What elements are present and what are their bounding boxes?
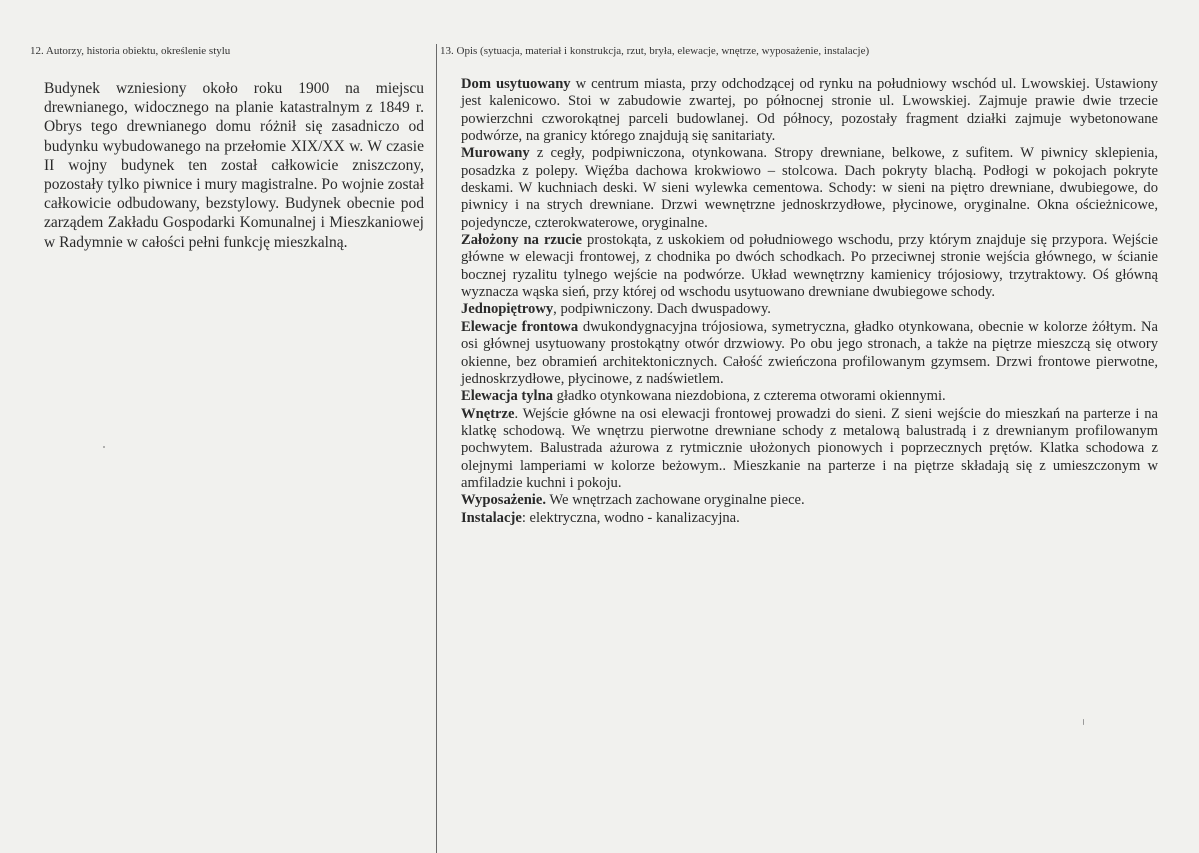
- paragraph-text: We wnętrzach zachowane oryginalne piece.: [546, 492, 805, 509]
- paragraph-equipment: [461, 492, 1158, 509]
- paragraph-text: , podpiwniczony. Dach dwuspadowy.: [553, 301, 771, 318]
- lead-term: Wnętrze: [461, 405, 515, 422]
- right-column: [440, 44, 1160, 527]
- paragraph-text: z cegły, podpiwniczona, otynkowana. Stropy drewniane, belkowe, z sufitem. W piwnicy sklepienia, posadzka z polepy. Więźba dachowa krokwiowo – stolcowa. Dach pokryty blachą. Podłogi w pokojach pokryte deskami. W kuchniach deski. W sieni wylewka cementowa. Schody: w sieni na piętro drewniane, dwubiegowe, do piwnicy i na strych drewniane. Drzwi wewnętrzne jednoskrzydłowe, płycinowe, oryginalne. Okna ościeżnicowe, pojedyncze, czterokwaterowe, oryginalne.: [461, 145, 1158, 231]
- paragraph-text: gładko otynkowana niezdobiona, z czterema otworami okiennymi.: [553, 388, 946, 405]
- lead-term: Elewacja tylna: [461, 388, 554, 405]
- paragraph-text: w centrum miasta, przy odchodzącej od rynku na południowy wschód ul. Lwowskiej. Ustawiony jest kalenicowo. Stoi w zabudowie zwartej, po północnej stronie ul. Lwowskiej. Zajmuje prawie dwie trzecie powierzchni czworokątnej parceli budowlanej. Od północy, pozostały fragment działki zajmuje wybetonowane podwórze, na granicy którego znajdują się sanitariaty.: [461, 76, 1158, 145]
- left-column: [30, 44, 422, 267]
- paragraph-interior: [461, 406, 1158, 493]
- paragraph-installations: [461, 510, 1158, 527]
- lead-term: Dom usytuowany: [461, 76, 571, 92]
- section-13-heading: 13. Opis (sytuacja, materiał i konstrukcja, rzut, bryła, elewacje, wnętrze, wyposażenie, instalacje): [440, 45, 870, 57]
- paragraph-front-facade: [461, 319, 1158, 388]
- lead-term: Elewacje frontowa: [461, 318, 579, 335]
- lead-term: Założony na rzucie: [461, 232, 583, 249]
- lead-term: Murowany: [461, 145, 530, 162]
- paragraph-situation: [461, 76, 1158, 145]
- column-divider: [436, 44, 437, 853]
- paragraph-text: : elektryczna, wodno - kanalizacyjna.: [521, 509, 740, 526]
- scan-speck: [1083, 719, 1084, 725]
- paragraph-text: dwukondygnacyjna trójosiowa, symetryczna, gładko otynkowana, obecnie w kolorze żółtym. Na osi głównej usytuowany prostokątny otwór drzwiowy. Po obu jego stronach, a także na piętrze mieszczą się otwory okienne, bez obramień architektonicznych. Całość zwieńczona profilowanym gzymsem. Drzwi frontowe pierwotne, jednoskrzydłowe, płycinowe, z nadświetlem.: [461, 318, 1159, 387]
- paragraph-material: [461, 145, 1158, 232]
- lead-term: Instalacje: [461, 509, 522, 526]
- history-text: Budynek wzniesiony około roku 1900 na miejscu drewnianego, widocznego na planie katastralnym z 1849 r. Obrys tego drewnianego domu różnił się zasadniczo od budynku wybudowanego na przełomie XIX/XX w. W czasie II wojny budynek ten został całkowicie zniszczony, pozostały tylko piwnice i mury magistralne. Po wojnie został całkowicie odbudowany, bezstylowy. Budynek obecnie pod zarządem Zakładu Gospodarki Komunalnej i Mieszkaniowej w Radymnie w całości pełni funkcję mieszkalną.: [44, 80, 424, 251]
- paragraph-plan: [461, 232, 1158, 301]
- lead-term: Wyposażenie.: [461, 492, 546, 509]
- paragraph-rear-facade: [461, 388, 1158, 405]
- description-text: [440, 76, 1158, 527]
- paragraph-body: [461, 301, 1158, 318]
- section-12-heading: 12. Autorzy, historia obiektu, określenie stylu: [30, 45, 231, 57]
- scan-speck: [103, 446, 105, 448]
- paragraph-text: . Wejście główne na osi elewacji frontowej prowadzi do sieni. Z sieni wejście do mieszkań na parterze i na klatkę schodową. We wnętrzu pierwotne drewniane schody z metalową balustradą i z drewnianym profilowanym pochwytem. Balustrada ażurowa z rytmicznie ułożonych pionowych i poprzecznych prętów. Klatka schodowa z olejnymi lamperiami w kolorze beżowym.. Mieszkanie na parterze i na piętrze składają się z umieszczonym w amfiladzie kuchni i pokoju.: [461, 405, 1158, 491]
- lead-term: Jednopiętrowy: [461, 301, 554, 318]
- paragraph-text: prostokąta, z uskokiem od południowego wschodu, przy którym znajduje się przypora. Wejście główne w elewacji frontowej, z chodnika po dwóch schodkach. Po przeciwnej stronie wejścia głównego, w ścianie bocznej ryzalitu tylnego wejście na podwórze. Układ wewnętrzny kamienicy trójosiowy, trzytraktowy. Oś główną wyznacza wąska sień, przy której od wschodu usytuowano drewniane dwubiegowe schody.: [461, 232, 1158, 301]
